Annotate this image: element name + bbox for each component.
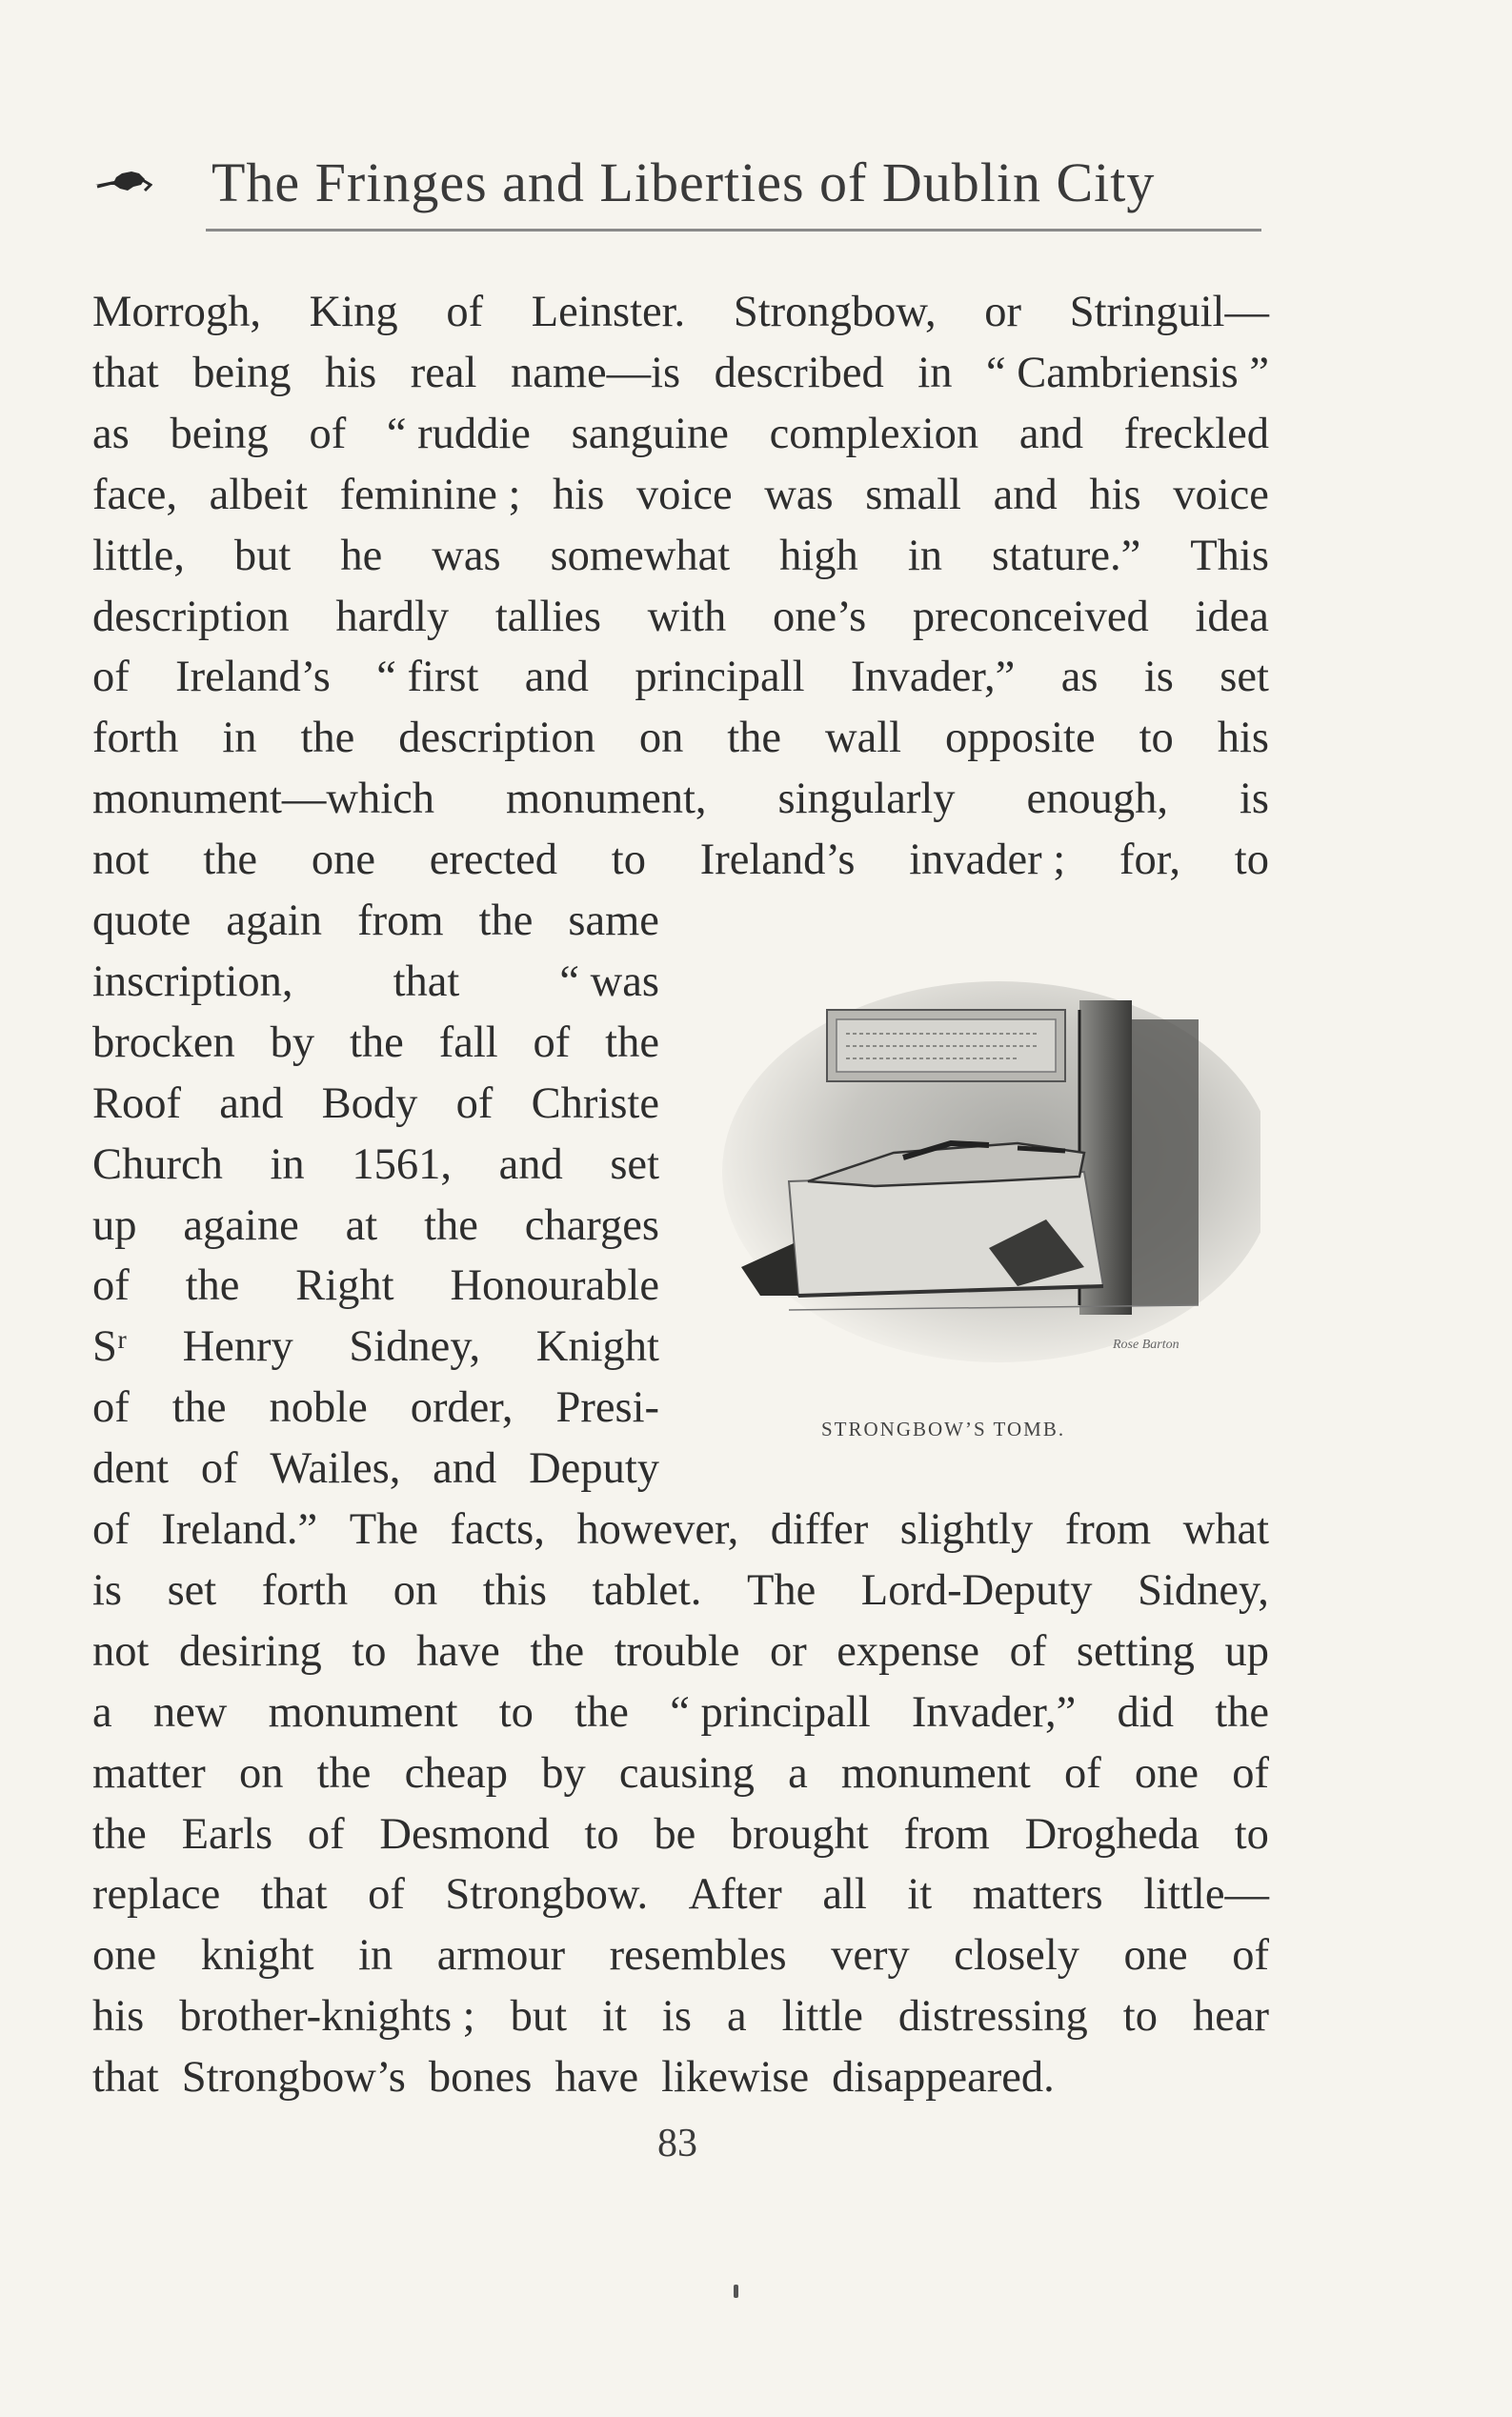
word: is: [1239, 775, 1269, 824]
word: monument: [840, 1748, 1031, 1798]
word: Stringuil—: [1069, 288, 1269, 336]
text-line: [92, 1561, 1269, 1621]
word: but: [233, 531, 292, 580]
text-line: [92, 1317, 659, 1378]
word: his: [92, 1992, 145, 2042]
text-line: [92, 1256, 659, 1317]
text-line: [92, 1925, 1269, 1986]
word: hear: [1192, 1992, 1269, 2042]
word: was: [432, 531, 501, 580]
word: described: [714, 348, 884, 397]
text-line: [92, 769, 1269, 830]
word: from: [1064, 1505, 1152, 1554]
word: the: [424, 1200, 478, 1250]
word: of: [368, 1870, 405, 1920]
word: one’s: [773, 592, 867, 641]
word: what: [1182, 1505, 1269, 1554]
word: up: [1224, 1626, 1269, 1676]
word: or: [984, 288, 1022, 336]
word: and: [219, 1078, 284, 1128]
word: to: [584, 1809, 619, 1859]
word: Sidney,: [1138, 1565, 1269, 1615]
word: of: [533, 1017, 571, 1067]
word: monument,: [506, 775, 707, 824]
word: Right: [295, 1261, 394, 1311]
word: setting: [1076, 1626, 1195, 1676]
word: The: [746, 1565, 816, 1615]
word: the: [185, 1261, 240, 1311]
text-line: [92, 465, 1269, 526]
word: Morrogh,: [92, 288, 261, 336]
word: resembles: [609, 1931, 787, 1981]
word: or: [770, 1626, 807, 1676]
word: and: [498, 1139, 563, 1189]
word: Honourable: [450, 1261, 659, 1311]
word: the: [316, 1748, 372, 1798]
word: Invader,”: [911, 1687, 1077, 1737]
word: Ireland’s: [699, 836, 856, 885]
word: forth: [261, 1565, 349, 1615]
word: order,: [410, 1383, 514, 1433]
word: his: [1089, 470, 1141, 519]
word: and: [1018, 409, 1083, 458]
word: the: [350, 1017, 404, 1067]
text-line: [92, 1196, 659, 1257]
word: description: [92, 592, 290, 641]
word: one: [311, 836, 375, 885]
word: preconceived: [912, 592, 1149, 641]
word: again: [226, 896, 323, 945]
word: all: [822, 1870, 867, 1920]
word: that: [260, 1870, 328, 1920]
word: This: [1190, 531, 1269, 580]
word: fall: [438, 1017, 498, 1067]
text-line: [92, 526, 1269, 587]
word: Roof: [92, 1078, 181, 1128]
word: his: [553, 470, 605, 519]
word: “ Cambriensis ”: [985, 348, 1269, 397]
text-line: [92, 1621, 1269, 1682]
ink-speck: [734, 2285, 738, 2298]
word: monument—which: [92, 775, 435, 824]
word: to: [1234, 836, 1269, 885]
word: of: [92, 653, 130, 702]
word: tablet.: [592, 1565, 702, 1615]
word: Knight: [535, 1322, 659, 1372]
word: enough,: [1026, 775, 1168, 824]
word: small: [865, 470, 961, 519]
word: high: [779, 531, 858, 580]
word: be: [654, 1809, 696, 1859]
text-line: [92, 1500, 1269, 1561]
word: erected: [429, 836, 557, 885]
word: very: [831, 1931, 910, 1981]
word: stature.”: [992, 531, 1141, 580]
word: it: [602, 1992, 627, 2042]
word: in: [222, 714, 257, 763]
word: complexion: [769, 409, 979, 458]
text-line: [92, 1074, 659, 1135]
word: being: [192, 348, 292, 397]
word: to: [1139, 714, 1174, 763]
word: real: [410, 348, 477, 397]
text-line: [92, 2047, 1269, 2108]
word: sanguine: [571, 409, 729, 458]
word: on: [238, 1748, 284, 1798]
word: Presi-: [555, 1383, 659, 1433]
word: noble: [269, 1383, 368, 1433]
word: Henry: [182, 1322, 293, 1372]
word: of: [1009, 1626, 1047, 1676]
word: After: [688, 1870, 782, 1920]
word: of: [1232, 1748, 1269, 1798]
page-number: 83: [657, 2122, 697, 2165]
word: charges: [524, 1200, 659, 1250]
word: of: [92, 1383, 130, 1433]
word: The: [349, 1505, 418, 1554]
word: little,: [92, 531, 185, 580]
text-line: [92, 1682, 1269, 1743]
word: somewhat: [550, 531, 731, 580]
word: a: [92, 1687, 112, 1737]
word: Earls: [181, 1809, 273, 1859]
word: brought: [731, 1809, 869, 1859]
word: in: [907, 531, 942, 580]
word: by: [270, 1017, 315, 1067]
word: a: [788, 1748, 808, 1798]
word: dent: [92, 1444, 170, 1494]
word: desiring: [178, 1626, 322, 1676]
word: have: [416, 1626, 500, 1676]
word: set: [1220, 653, 1269, 702]
word: at: [345, 1200, 378, 1250]
word: trouble: [614, 1626, 740, 1676]
word: that: [393, 957, 460, 1006]
word: singularly: [777, 775, 956, 824]
word: of: [1232, 1931, 1269, 1981]
text-line: [92, 343, 1269, 404]
word: was: [764, 470, 834, 519]
word: however,: [576, 1505, 739, 1554]
word: he: [340, 531, 383, 580]
word: Church: [92, 1139, 223, 1189]
word: Desmond: [379, 1809, 550, 1859]
word: to: [1234, 1809, 1269, 1859]
word: likewise: [661, 2053, 810, 2103]
word: set: [610, 1139, 659, 1189]
text-line: [92, 1135, 659, 1196]
word: brother-knights ;: [179, 1992, 475, 2042]
word: “ was: [559, 957, 659, 1006]
word: Strongbow’s: [181, 2053, 406, 2103]
word: for,: [1119, 836, 1180, 885]
word: one: [1134, 1748, 1200, 1798]
word: the: [92, 1809, 147, 1859]
text-line: [92, 1804, 1269, 1865]
word: knight: [200, 1931, 314, 1981]
word: Leinster.: [531, 288, 686, 336]
word: the: [171, 1383, 227, 1433]
word: with: [647, 592, 727, 641]
word: being: [170, 409, 269, 458]
word: Drogheda: [1024, 1809, 1200, 1859]
word: Lord-Deputy: [860, 1565, 1093, 1615]
word: Strongbow,: [733, 288, 937, 336]
word: Strongbow.: [445, 1870, 649, 1920]
text-line: [92, 1986, 1269, 2047]
word: “ principall: [670, 1687, 871, 1737]
word: matter: [92, 1748, 206, 1798]
word: the: [530, 1626, 585, 1676]
text-line: [92, 282, 1269, 343]
text-line: [92, 708, 1269, 769]
word: disappeared.: [832, 2053, 1055, 2103]
text-line: [92, 647, 1269, 708]
word: is: [92, 1565, 123, 1615]
word: principall: [635, 653, 805, 702]
word: closely: [954, 1931, 1079, 1981]
word: of: [200, 1444, 238, 1494]
word: on: [393, 1565, 438, 1615]
word: as: [92, 409, 130, 458]
figure-caption: STRONGBOW’S TOMB.: [821, 1418, 1066, 1440]
word: hardly: [335, 592, 450, 641]
word: of: [307, 1809, 345, 1859]
word: voice: [635, 470, 733, 519]
word: the: [575, 1687, 629, 1737]
word: did: [1117, 1687, 1174, 1737]
word: but: [510, 1992, 568, 2042]
word: of: [92, 1261, 130, 1311]
word: quote: [92, 896, 192, 945]
text-line: [92, 1743, 1269, 1804]
word: distressing: [897, 1992, 1088, 2042]
word: not: [92, 836, 150, 885]
word: of: [92, 1505, 130, 1554]
word: on: [638, 714, 684, 763]
word: and: [993, 470, 1058, 519]
word: Sidney,: [349, 1322, 481, 1372]
word: is: [1143, 653, 1174, 702]
word: differ: [770, 1505, 869, 1554]
word: facts,: [450, 1505, 545, 1554]
word: tallies: [494, 592, 601, 641]
word: name—is: [510, 348, 681, 397]
word: “ first: [376, 653, 479, 702]
word: in: [917, 348, 953, 397]
word: of: [309, 409, 347, 458]
word: have: [554, 2053, 639, 2103]
word: inscription,: [92, 957, 293, 1006]
word: albeit: [209, 470, 308, 519]
word: of: [455, 1078, 494, 1128]
word: one: [92, 1931, 157, 1981]
text-line: [92, 1378, 659, 1439]
word: in: [270, 1139, 305, 1189]
word: invader ;: [909, 836, 1066, 885]
word: is: [661, 1992, 692, 2042]
word: in: [358, 1931, 393, 1981]
word: to: [1122, 1992, 1158, 2042]
word: Sʳ: [92, 1322, 127, 1372]
word: from: [357, 896, 444, 945]
word: as: [1060, 653, 1099, 702]
artist-signature: Rose Barton: [1113, 1338, 1179, 1352]
word: not: [92, 1626, 150, 1676]
word: feminine ;: [339, 470, 521, 519]
word: this: [482, 1565, 547, 1615]
word: Christe: [531, 1078, 659, 1128]
word: slightly: [899, 1505, 1034, 1554]
word: the: [1215, 1687, 1269, 1737]
word: that: [92, 348, 159, 397]
word: voice: [1173, 470, 1269, 519]
word: forth: [92, 714, 179, 763]
word: and: [524, 653, 589, 702]
word: the: [727, 714, 782, 763]
word: matters: [972, 1870, 1103, 1920]
word: Ireland’s: [175, 653, 331, 702]
word: face,: [92, 470, 178, 519]
title-rule: [206, 229, 1261, 232]
word: little: [781, 1992, 863, 2042]
word: set: [167, 1565, 217, 1615]
word: of: [1063, 1748, 1101, 1798]
word: armour: [436, 1931, 566, 1981]
word: one: [1123, 1931, 1188, 1981]
word: bones: [428, 2053, 533, 2103]
word: the: [478, 896, 534, 945]
text-line: [92, 891, 659, 952]
word: little—: [1143, 1870, 1269, 1920]
word: monument: [268, 1687, 458, 1737]
word: his: [1217, 714, 1269, 763]
word: Ireland.”: [161, 1505, 318, 1554]
text-line: [92, 830, 1269, 891]
word: from: [903, 1809, 990, 1859]
hand-pointer-icon: [93, 162, 152, 200]
word: description: [398, 714, 595, 763]
word: it: [907, 1870, 933, 1920]
word: causing: [618, 1748, 755, 1798]
word: his: [325, 348, 377, 397]
word: the: [203, 836, 258, 885]
word: againe: [183, 1200, 299, 1250]
word: same: [568, 896, 659, 945]
word: new: [152, 1687, 228, 1737]
tomb-illustration: [703, 981, 1260, 1386]
word: brocken: [92, 1017, 235, 1067]
word: the: [605, 1017, 659, 1067]
word: cheap: [404, 1748, 509, 1798]
word: “ ruddie: [386, 409, 531, 458]
word: wall: [825, 714, 902, 763]
running-title: The Fringes and Liberties of Dublin City: [212, 151, 1156, 213]
text-line: [92, 404, 1269, 465]
text-line: [92, 1864, 1269, 1925]
word: to: [611, 836, 646, 885]
word: and: [433, 1444, 497, 1494]
text-line: [92, 952, 659, 1013]
word: replace: [92, 1870, 221, 1920]
word: expense: [837, 1626, 980, 1676]
word: to: [498, 1687, 534, 1737]
word: opposite: [945, 714, 1096, 763]
word: of: [446, 288, 484, 336]
word: 1561,: [352, 1139, 452, 1189]
word: by: [541, 1748, 586, 1798]
word: a: [726, 1992, 747, 2042]
word: Body: [321, 1078, 418, 1128]
word: Deputy: [529, 1444, 659, 1494]
word: that: [92, 2053, 159, 2103]
word: to: [352, 1626, 387, 1676]
word: idea: [1195, 592, 1269, 641]
word: King: [309, 288, 398, 336]
word: Wailes,: [270, 1444, 401, 1494]
word: Invader,”: [850, 653, 1016, 702]
word: the: [300, 714, 355, 763]
word: freckled: [1123, 409, 1269, 458]
word: up: [92, 1200, 137, 1250]
text-line: [92, 1439, 659, 1500]
text-line: [92, 1013, 659, 1074]
text-line: [92, 587, 1269, 648]
